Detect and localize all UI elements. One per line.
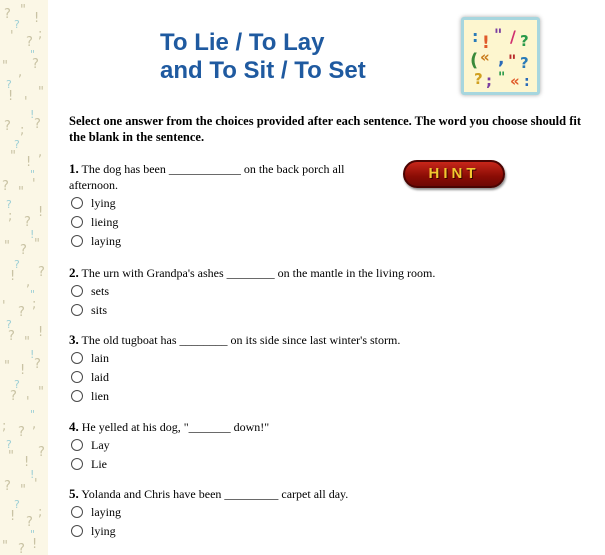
answer-option[interactable] (71, 193, 379, 212)
svg-text:?: ? (6, 198, 12, 211)
svg-text:": " (4, 359, 10, 374)
instructions-text: Select one answer from the choices provided after each sentence. The word you choose should fit the blank in the sentence. (69, 114, 581, 144)
svg-text:": " (30, 528, 36, 541)
decorative-sidebar (0, 0, 48, 555)
answer-option[interactable] (71, 435, 579, 454)
svg-text:!: ! (30, 108, 35, 121)
svg-text:;: ; (8, 209, 13, 224)
svg-text:«: « (510, 72, 520, 90)
svg-text:": " (2, 539, 8, 554)
question-sentence: The dog has been ____________ on the back porch all afternoon. (69, 162, 345, 192)
question-text (69, 419, 579, 435)
svg-text:?: ? (4, 7, 11, 22)
radio-button[interactable] (71, 235, 83, 247)
svg-text:?: ? (26, 35, 33, 50)
radio-button[interactable] (71, 352, 83, 364)
radio-button[interactable] (71, 506, 83, 518)
svg-text:!: ! (24, 455, 30, 470)
svg-text:!: ! (10, 269, 16, 284)
question-number: 1. (69, 161, 79, 176)
answer-option[interactable] (71, 212, 379, 231)
svg-text:?: ? (38, 445, 45, 460)
svg-text:": " (2, 59, 8, 74)
answer-option[interactable] (71, 231, 379, 250)
svg-text:': ' (34, 477, 38, 492)
answer-option[interactable] (71, 454, 579, 473)
question-text (69, 332, 579, 348)
question-2 (69, 265, 579, 319)
svg-text:?: ? (18, 542, 25, 555)
question-sentence: The old tugboat has ________ on its side since last winter's storm. (81, 333, 401, 347)
svg-text:?: ? (18, 425, 25, 440)
page-title (160, 29, 420, 85)
svg-text:!: ! (20, 363, 26, 378)
title-line-2: and To Sit / To Set (160, 57, 366, 84)
answer-option[interactable] (71, 348, 579, 367)
svg-text:?: ? (14, 378, 20, 391)
svg-text:!: ! (38, 325, 44, 340)
hint-button[interactable] (403, 160, 505, 188)
svg-text:?: ? (32, 57, 39, 72)
svg-text:?: ? (14, 498, 20, 511)
svg-text:": " (494, 25, 503, 44)
svg-text:;: ; (38, 27, 43, 42)
option-label: laying (91, 504, 121, 519)
svg-text:": " (30, 408, 36, 421)
svg-text:": " (30, 168, 36, 181)
option-label: lieing (91, 214, 119, 229)
question-sentence: He yelled at his dog, "_______ down!" (81, 420, 270, 434)
svg-text:": " (498, 70, 506, 86)
question-number: 4. (69, 419, 79, 434)
question-sentence: Yolanda and Chris have been _________ carpet all day. (81, 487, 349, 501)
answer-option[interactable] (71, 521, 579, 540)
svg-text:": " (20, 3, 26, 18)
svg-text:,: , (498, 49, 505, 69)
option-label: lain (91, 350, 109, 365)
question-number: 2. (69, 265, 79, 280)
radio-button[interactable] (71, 390, 83, 402)
option-label: laid (91, 369, 109, 384)
svg-text:": " (4, 239, 10, 254)
svg-text:!: ! (34, 11, 40, 26)
svg-text:,: , (38, 145, 43, 160)
svg-text:;: ; (2, 419, 7, 434)
svg-text:': ' (24, 95, 28, 110)
question-number: 5. (69, 486, 79, 501)
radio-button[interactable] (71, 458, 83, 470)
punctuation-pattern-icon (0, 0, 48, 555)
svg-text:": " (18, 185, 24, 200)
svg-text:': ' (10, 29, 14, 44)
svg-text:": " (24, 335, 30, 350)
svg-text:?: ? (34, 117, 41, 132)
title-line-1: To Lie / To Lay (160, 29, 325, 56)
svg-text:": " (30, 48, 36, 61)
radio-button[interactable] (71, 285, 83, 297)
option-label: Lie (91, 456, 107, 471)
svg-text:;: ; (20, 123, 25, 138)
svg-text:?: ? (18, 305, 25, 320)
svg-text:!: ! (30, 228, 35, 241)
svg-text:": " (8, 449, 14, 464)
svg-text:!: ! (32, 537, 38, 552)
svg-text:?: ? (14, 258, 20, 271)
svg-text:«: « (480, 48, 490, 66)
answer-option[interactable] (71, 300, 579, 319)
svg-text:?: ? (8, 329, 15, 344)
svg-text:?: ? (26, 515, 33, 530)
svg-text:!: ! (482, 33, 490, 53)
svg-text:?: ? (24, 215, 31, 230)
svg-text:?: ? (6, 78, 12, 91)
question-text (69, 161, 379, 193)
radio-button[interactable] (71, 525, 83, 537)
svg-text:!: ! (10, 509, 16, 524)
svg-text:': ' (2, 299, 6, 314)
answer-option[interactable] (71, 281, 579, 300)
option-label: lien (91, 388, 109, 403)
svg-text:!: ! (26, 155, 32, 170)
svg-text:,: , (26, 275, 31, 290)
svg-text:?: ? (20, 243, 27, 258)
svg-text:/: / (510, 27, 516, 46)
question-text (69, 486, 579, 502)
svg-text:?: ? (474, 70, 483, 88)
option-label: sets (91, 283, 109, 298)
question-4 (69, 419, 579, 473)
svg-text:,: , (18, 65, 23, 80)
svg-text:;: ; (486, 72, 492, 90)
radio-button[interactable] (71, 197, 83, 209)
svg-text:?: ? (14, 138, 20, 151)
question-5 (69, 486, 579, 540)
svg-text:!: ! (38, 205, 44, 220)
svg-text:!: ! (30, 348, 35, 361)
answer-option[interactable] (71, 367, 579, 386)
svg-text:?: ? (4, 119, 11, 134)
question-text (69, 265, 579, 281)
svg-text:": " (10, 149, 16, 164)
svg-text:?: ? (38, 265, 45, 280)
svg-text:!: ! (8, 89, 14, 104)
svg-text:": " (38, 85, 44, 100)
svg-text:;: ; (32, 297, 37, 312)
option-label: lying (91, 195, 116, 210)
svg-text:': ' (32, 177, 36, 192)
radio-button[interactable] (71, 216, 83, 228)
svg-text::: : (472, 27, 479, 46)
question-1 (69, 161, 379, 250)
svg-text:?: ? (14, 18, 20, 31)
svg-text:?: ? (520, 54, 529, 72)
punctuation-logo (461, 17, 540, 95)
radio-button[interactable] (71, 439, 83, 451)
svg-text:?: ? (10, 389, 17, 404)
svg-text:": " (20, 483, 26, 498)
svg-text:': ' (26, 395, 30, 410)
svg-text:!: ! (30, 468, 35, 481)
svg-text:": " (508, 51, 517, 70)
svg-text:?: ? (520, 32, 529, 50)
option-label: sits (91, 302, 108, 317)
svg-text:?: ? (4, 479, 11, 494)
answer-option[interactable] (71, 502, 579, 521)
option-label: Lay (91, 437, 110, 452)
punctuation-marks-icon (464, 20, 537, 92)
svg-text:?: ? (2, 179, 9, 194)
svg-text:;: ; (38, 505, 43, 520)
option-label: lying (91, 523, 116, 538)
radio-button[interactable] (71, 371, 83, 383)
question-number: 3. (69, 332, 79, 347)
svg-text:,: , (32, 417, 37, 432)
question-sentence: The urn with Grandpa's ashes ________ on the mantle in the living room. (81, 266, 436, 280)
svg-text:?: ? (34, 357, 41, 372)
svg-text:(: ( (470, 50, 479, 71)
question-3 (69, 332, 579, 405)
radio-button[interactable] (71, 304, 83, 316)
svg-text:": " (34, 237, 40, 252)
svg-text:?: ? (6, 318, 12, 331)
hint-button-label: HINT (428, 165, 480, 182)
svg-text:": " (38, 385, 44, 400)
answer-option[interactable] (71, 386, 579, 405)
svg-text:?: ? (6, 438, 12, 451)
option-label: laying (91, 233, 121, 248)
svg-text:": " (30, 288, 36, 301)
svg-text::: : (524, 74, 530, 90)
